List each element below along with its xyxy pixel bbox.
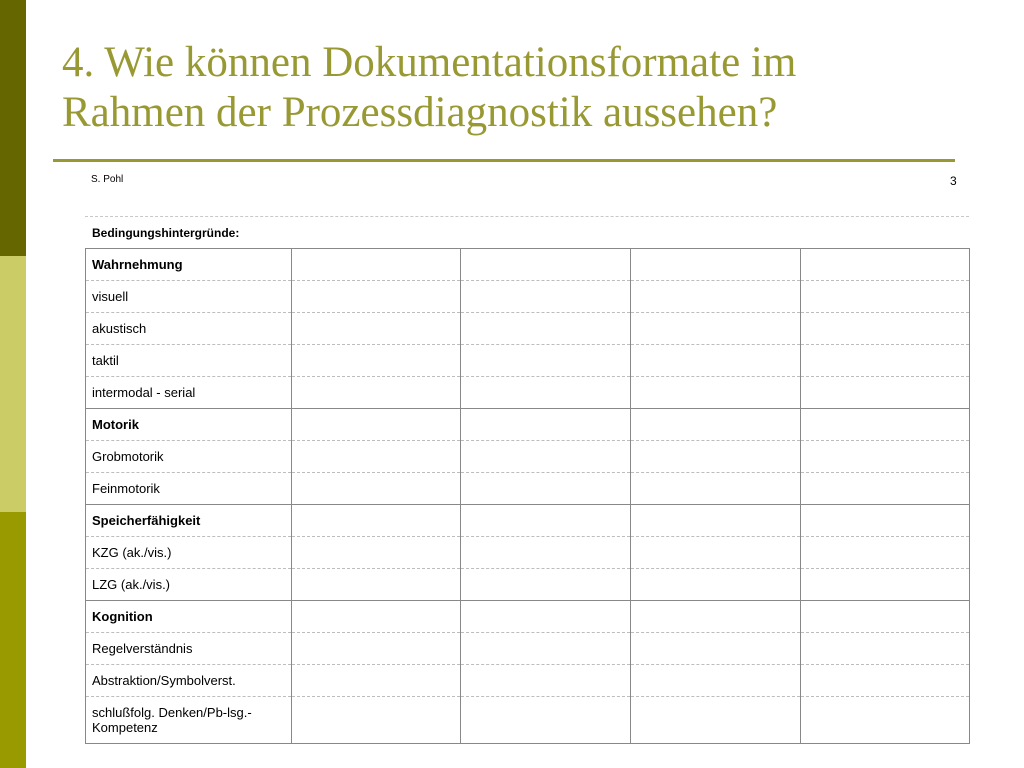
empty-entry-cell[interactable] — [292, 313, 461, 345]
empty-entry-cell[interactable] — [461, 281, 631, 313]
title-underline — [53, 159, 955, 162]
empty-entry-cell[interactable] — [801, 345, 970, 377]
empty-entry-cell[interactable] — [461, 345, 631, 377]
empty-entry-cell[interactable] — [631, 505, 801, 537]
row-label-cell: akustisch — [86, 313, 292, 345]
empty-entry-cell[interactable] — [801, 633, 970, 665]
empty-entry-cell[interactable] — [461, 697, 631, 744]
empty-entry-cell[interactable] — [292, 249, 461, 281]
empty-entry-cell[interactable] — [292, 441, 461, 473]
row-label-cell: Abstraktion/Symbolverst. — [86, 665, 292, 697]
empty-entry-cell[interactable] — [801, 601, 970, 633]
empty-entry-cell[interactable] — [292, 345, 461, 377]
empty-entry-cell[interactable] — [631, 697, 801, 744]
table-row — [86, 345, 970, 377]
empty-entry-cell[interactable] — [801, 409, 970, 441]
group-label-cell: Wahrnehmung — [86, 249, 292, 281]
empty-entry-cell[interactable] — [801, 665, 970, 697]
table-row — [86, 569, 970, 601]
empty-entry-cell[interactable] — [292, 697, 461, 744]
table-group-row — [86, 505, 970, 537]
empty-entry-cell[interactable] — [631, 249, 801, 281]
table-row — [86, 377, 970, 409]
empty-entry-cell[interactable] — [292, 377, 461, 409]
empty-entry-cell[interactable] — [292, 601, 461, 633]
decor-band-bottom — [0, 512, 26, 768]
empty-entry-cell[interactable] — [461, 473, 631, 505]
row-label-cell: Regelverständnis — [86, 633, 292, 665]
slide-title-line-1: 4. Wie können Dokumentationsformate im — [62, 39, 797, 86]
row-label-cell: LZG (ak./vis.) — [86, 569, 292, 601]
empty-entry-cell[interactable] — [631, 313, 801, 345]
empty-entry-cell[interactable] — [292, 473, 461, 505]
table-group-row — [86, 249, 970, 281]
empty-entry-cell[interactable] — [801, 537, 970, 569]
empty-entry-cell[interactable] — [461, 569, 631, 601]
empty-entry-cell[interactable] — [461, 441, 631, 473]
decor-band-middle — [0, 256, 26, 512]
table-row — [86, 313, 970, 345]
table-top-divider — [85, 216, 969, 217]
row-label-cell: taktil — [86, 345, 292, 377]
empty-entry-cell[interactable] — [631, 633, 801, 665]
section-heading: Bedingungshintergründe: — [92, 226, 240, 240]
empty-entry-cell[interactable] — [461, 601, 631, 633]
empty-entry-cell[interactable] — [631, 409, 801, 441]
empty-entry-cell[interactable] — [801, 313, 970, 345]
row-label-cell: Feinmotorik — [86, 473, 292, 505]
table-row — [86, 441, 970, 473]
decor-band-top — [0, 0, 26, 256]
empty-entry-cell[interactable] — [631, 281, 801, 313]
empty-entry-cell[interactable] — [801, 473, 970, 505]
empty-entry-cell[interactable] — [292, 569, 461, 601]
documentation-table — [85, 248, 970, 744]
empty-entry-cell[interactable] — [461, 665, 631, 697]
author-label: S. Pohl — [91, 174, 124, 185]
empty-entry-cell[interactable] — [631, 665, 801, 697]
table-row — [86, 537, 970, 569]
row-label-cell: intermodal - serial — [86, 377, 292, 409]
group-label-cell: Kognition — [86, 601, 292, 633]
empty-entry-cell[interactable] — [801, 377, 970, 409]
empty-entry-cell[interactable] — [801, 505, 970, 537]
row-label-cell: visuell — [86, 281, 292, 313]
empty-entry-cell[interactable] — [461, 313, 631, 345]
empty-entry-cell[interactable] — [292, 281, 461, 313]
empty-entry-cell[interactable] — [461, 505, 631, 537]
empty-entry-cell[interactable] — [461, 249, 631, 281]
empty-entry-cell[interactable] — [801, 281, 970, 313]
empty-entry-cell[interactable] — [292, 633, 461, 665]
empty-entry-cell[interactable] — [631, 345, 801, 377]
empty-entry-cell[interactable] — [631, 601, 801, 633]
empty-entry-cell[interactable] — [461, 377, 631, 409]
row-label-cell: schlußfolg. Denken/Pb-lsg.- Kompetenz — [86, 697, 292, 744]
empty-entry-cell[interactable] — [292, 409, 461, 441]
table-row — [86, 665, 970, 697]
group-label-cell: Speicherfähigkeit — [86, 505, 292, 537]
table-row — [86, 697, 970, 744]
empty-entry-cell[interactable] — [292, 537, 461, 569]
empty-entry-cell[interactable] — [292, 665, 461, 697]
empty-entry-cell[interactable] — [631, 537, 801, 569]
empty-entry-cell[interactable] — [631, 473, 801, 505]
table-row — [86, 473, 970, 505]
empty-entry-cell[interactable] — [631, 377, 801, 409]
group-label-cell: Motorik — [86, 409, 292, 441]
table-group-row — [86, 601, 970, 633]
empty-entry-cell[interactable] — [801, 441, 970, 473]
table-row — [86, 633, 970, 665]
row-label-cell: Grobmotorik — [86, 441, 292, 473]
table-group-row — [86, 409, 970, 441]
empty-entry-cell[interactable] — [292, 505, 461, 537]
slide-title-line-2: Rahmen der Prozessdiagnostik aussehen? — [62, 89, 778, 136]
documentation-table-body — [86, 249, 970, 744]
empty-entry-cell[interactable] — [461, 537, 631, 569]
empty-entry-cell[interactable] — [461, 633, 631, 665]
table-row — [86, 281, 970, 313]
page-number: 3 — [950, 174, 957, 188]
empty-entry-cell[interactable] — [801, 697, 970, 744]
empty-entry-cell[interactable] — [801, 249, 970, 281]
empty-entry-cell[interactable] — [631, 569, 801, 601]
slide-title — [62, 38, 962, 138]
empty-entry-cell[interactable] — [631, 441, 801, 473]
empty-entry-cell[interactable] — [461, 409, 631, 441]
empty-entry-cell[interactable] — [801, 569, 970, 601]
row-label-cell: KZG (ak./vis.) — [86, 537, 292, 569]
